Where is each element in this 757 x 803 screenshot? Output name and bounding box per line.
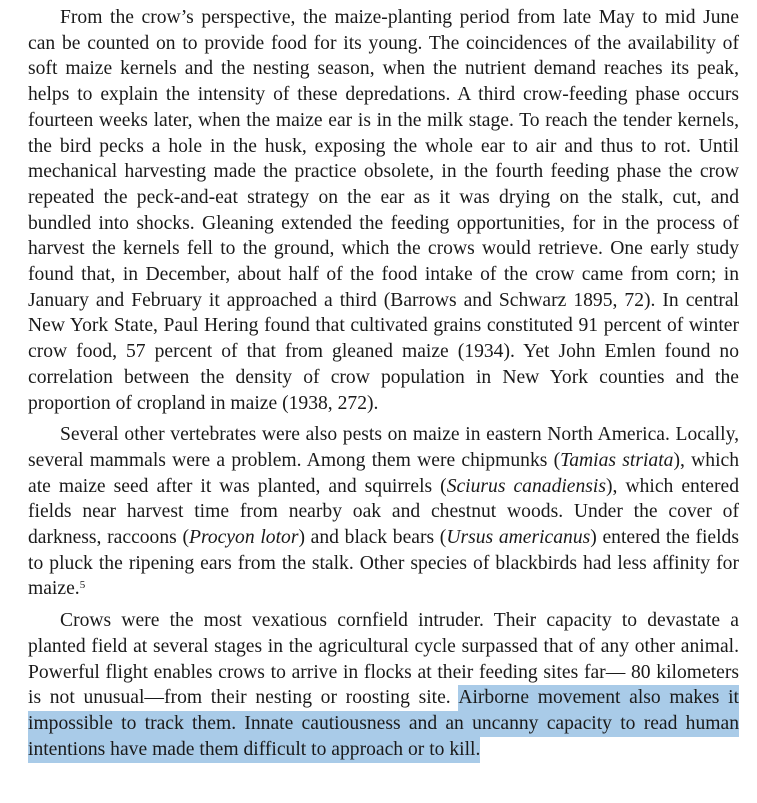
- paragraph-2-text: Several other vertebrates were also pests on maize in eastern North America. Locally, several mammals were a problem. Among them were chipmunks (: [28, 424, 739, 471]
- paragraph-1: [28, 5, 739, 416]
- species-name-chipmunk: Tamias striata: [560, 449, 674, 471]
- paragraph-2: [28, 422, 739, 602]
- species-name-squirrel: Sciurus canadiensis: [446, 475, 606, 497]
- paragraph-1-text: From the crow’s perspective, the maize-planting period from late May to mid June can be counted on to provide food for its young. The coincidences of the availability of soft maize kernels and the nesting season, when the nutrient demand reaches its peak, helps to explain the intensity of these depredations. A third crow-feeding phase occurs fourteen weeks later, when the maize ear is in the milk stage. To reach the tender kernels, the bird pecks a hole in the husk, exposing the whole ear to air and thus to rot. Until mechanical harvesting made the practice obsolete, in the fourth feeding phase the crow repeated the peck-and-eat strategy on the ear as it was drying on the stalk, cut, and bundled into shocks. Gleaning extended the feeding opportunities, for in the process of harvest the kernels fell to the ground, which the crows would retrieve. One early study found that, in December, about half of the food intake of the crow came from corn; in January and February it approached a third (Barrows and Schwarz 1895, 72). In central New York State, Paul Hering found that cultivated grains constituted 91 percent of winter crow food, 57 percent of that from gleaned maize (1934). Yet John Emlen found no correlation between the density of crow population in New York counties and the proportion of cropland in maize (1938, 272).: [28, 7, 739, 414]
- document-page: [28, 5, 739, 762]
- paragraph-3-text: Crows were the most vexatious cornfield intruder. Their capacity to devastate a planted field at several stages in the agricultural cycle surpassed that of any other animal. Powerful flight enables crows to arrive in flocks at their feeding sites far— 80 kilometers is not unusual—from their nesting or roosting site.: [28, 610, 739, 709]
- paragraph-2-text: ) and black bears (: [298, 527, 447, 549]
- species-name-raccoon: Procyon lotor: [189, 527, 299, 549]
- paragraph-2-text: ), which entered fields near harvest time from nearby oak and chestnut woods. Under the cover of darkness, raccoons (: [28, 475, 739, 549]
- paragraph-2-text: ), which ate maize seed after it was planted, and squirrels (: [28, 449, 740, 497]
- footnote-marker[interactable]: 5: [79, 579, 86, 592]
- paragraph-2-text: ) entered the fields to pluck the ripening ears from the stalk. Other species of blackbirds had less affinity for maize.: [28, 527, 739, 600]
- paragraph-3: [28, 608, 739, 762]
- species-name-black-bear: Ursus americanus: [446, 527, 591, 549]
- highlighted-text-selection[interactable]: Airborne movement also makes it impossible to track them. Innate cautiousness and an uncanny capacity to read human intentions have made them difficult to approach or to kill.: [28, 685, 739, 762]
